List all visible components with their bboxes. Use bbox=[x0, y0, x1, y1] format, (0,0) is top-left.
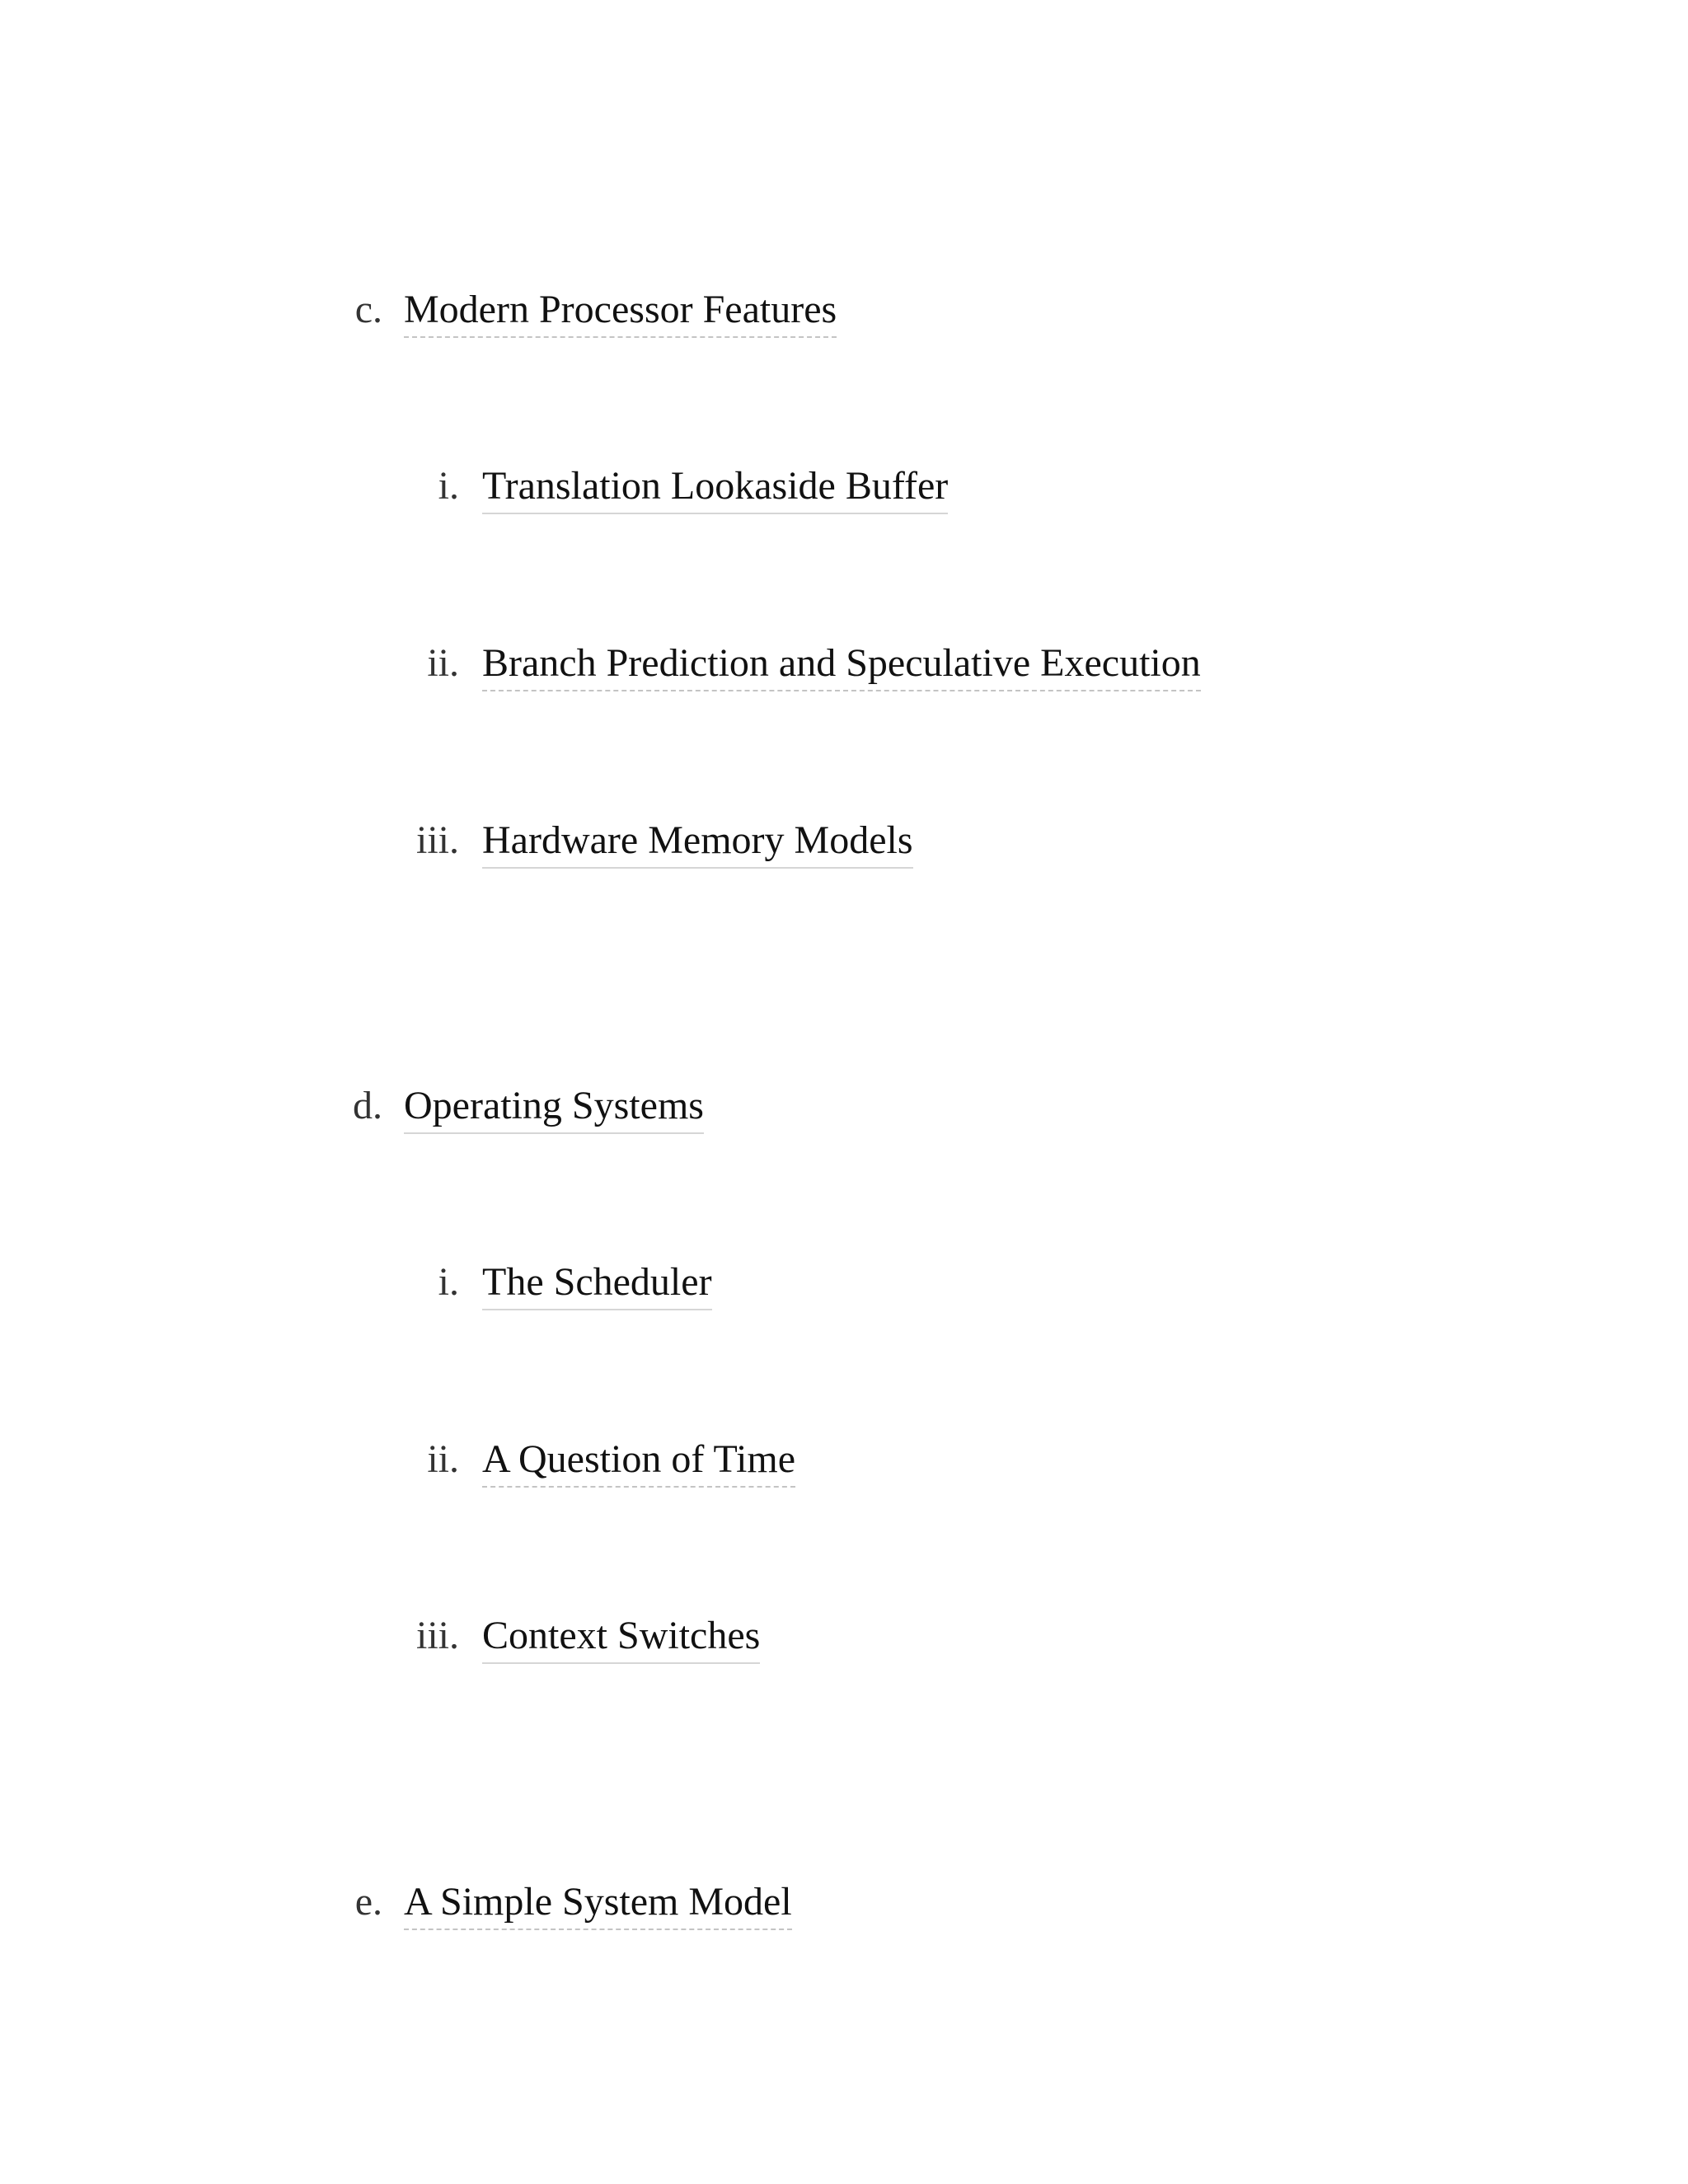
list-marker: ii. bbox=[427, 641, 459, 685]
toc-link-a-simple-system-model[interactable]: A Simple System Model bbox=[404, 1877, 792, 1930]
toc-link-branch-prediction[interactable]: Branch Prediction and Speculative Execution bbox=[482, 639, 1201, 691]
list-marker: iii. bbox=[415, 1614, 459, 1657]
toc-link-the-scheduler[interactable]: The Scheduler bbox=[482, 1258, 712, 1310]
toc-link-operating-systems[interactable]: Operating Systems bbox=[404, 1081, 704, 1134]
list-marker: e. bbox=[354, 1880, 382, 1924]
list-marker: iii. bbox=[415, 818, 459, 862]
list-marker: i. bbox=[438, 1260, 459, 1304]
toc-link-context-switches[interactable]: Context Switches bbox=[482, 1611, 760, 1664]
toc-link-hardware-memory-models[interactable]: Hardware Memory Models bbox=[482, 816, 913, 869]
toc-link-translation-lookaside-buffer[interactable]: Translation Lookaside Buffer bbox=[482, 462, 948, 514]
list-marker: c. bbox=[354, 288, 382, 331]
toc-link-modern-processor-features[interactable]: Modern Processor Features bbox=[404, 285, 837, 338]
list-marker: ii. bbox=[427, 1437, 459, 1481]
toc-link-a-question-of-time[interactable]: A Question of Time bbox=[482, 1435, 795, 1488]
list-marker: d. bbox=[353, 1084, 382, 1127]
list-marker: i. bbox=[438, 464, 459, 508]
